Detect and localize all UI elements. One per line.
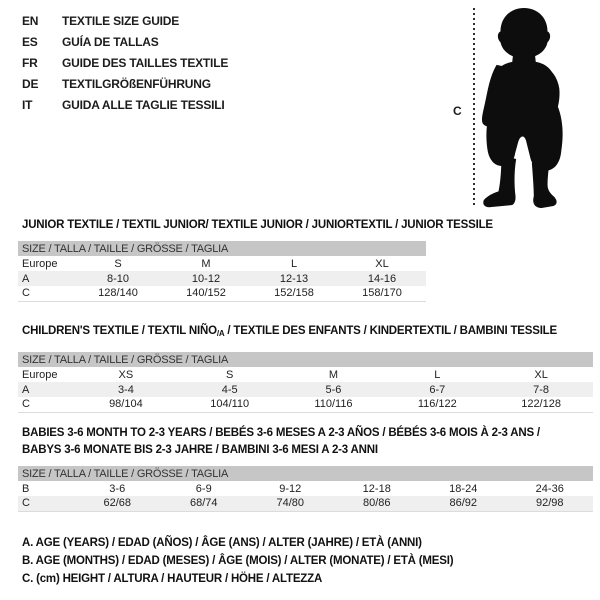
cell: 128/140 bbox=[98, 287, 138, 300]
cell: 7-8 bbox=[489, 382, 593, 397]
cell: 140/152 bbox=[186, 287, 226, 300]
cell: B bbox=[22, 482, 30, 495]
legend bbox=[22, 534, 453, 588]
lang-row-de bbox=[22, 73, 228, 94]
lang-code: ES bbox=[22, 34, 38, 49]
cell: 80/86 bbox=[334, 496, 421, 511]
size-header-label: SIZE / TALLA / TAILLE / GRÖSSE / TAGLIA bbox=[18, 241, 426, 256]
table-header-bar bbox=[18, 352, 593, 367]
table-row bbox=[18, 496, 593, 511]
children-title-sub: /A bbox=[216, 329, 225, 338]
cell: A bbox=[18, 382, 74, 397]
table-row bbox=[18, 382, 593, 397]
cell: 12-13 bbox=[250, 271, 338, 286]
size-header-label: SIZE / TALLA / TAILLE / GRÖSSE / TAGLIA bbox=[18, 352, 593, 367]
legend-line-b: B. AGE (MONTHS) / EDAD (MESES) / ÂGE (MOIS) / ALTER (MONATE) / ETÀ (MESI) bbox=[22, 555, 454, 567]
cell: XL bbox=[375, 257, 389, 270]
cell: S bbox=[114, 257, 122, 270]
cell: 12-18 bbox=[362, 482, 391, 495]
cell: L bbox=[290, 257, 298, 270]
lang-title: TEXTILE SIZE GUIDE bbox=[62, 13, 180, 28]
cell: 4-5 bbox=[178, 382, 282, 397]
cell: C bbox=[22, 398, 30, 411]
babies-title-line1: BABIES 3-6 MONTH TO 2-3 YEARS / BEBÉS 3-6 MESES A 2-3 AÑOS / BÉBÉS 3-6 MOIS À 2-3 ANS / bbox=[22, 427, 540, 439]
table-row bbox=[18, 367, 593, 382]
lang-code: DE bbox=[22, 76, 39, 91]
cell: 116/122 bbox=[417, 398, 457, 411]
junior-section-title bbox=[22, 217, 493, 234]
lang-title: GUIDE DES TAILLES TEXTILE bbox=[62, 55, 229, 70]
cell: 122/128 bbox=[521, 398, 561, 411]
cell: 62/68 bbox=[74, 496, 161, 511]
cell: 18-24 bbox=[449, 482, 478, 495]
cell: XL bbox=[534, 368, 548, 381]
babies-size-table bbox=[18, 466, 593, 512]
cell: 152/158 bbox=[274, 287, 314, 300]
lang-row-fr bbox=[22, 52, 228, 73]
table-header-bar bbox=[18, 466, 593, 481]
legend-line-c: C. (cm) HEIGHT / ALTURA / HAUTEUR / HÖHE / ALTEZZA bbox=[22, 573, 323, 585]
lang-code: IT bbox=[22, 97, 33, 112]
cell: 10-12 bbox=[162, 271, 250, 286]
cell: 6-7 bbox=[385, 382, 489, 397]
children-section-title bbox=[22, 323, 557, 342]
lang-row-it bbox=[22, 94, 228, 115]
babies-title-line2: BABYS 3-6 MONATE BIS 2-3 JAHRE / BAMBINI 3-6 MESI A 2-3 ANNI bbox=[22, 444, 378, 456]
cell: 104/110 bbox=[210, 398, 250, 411]
cell: Europe bbox=[22, 368, 58, 381]
cell: 68/74 bbox=[161, 496, 248, 511]
cell: C bbox=[22, 287, 30, 300]
lang-title: TEXTILGRÖßENFÜHRUNG bbox=[62, 76, 211, 91]
junior-title-text: JUNIOR TEXTILE / TEXTIL JUNIOR/ TEXTILE JUNIOR / JUNIORTEXTIL / JUNIOR TESSILE bbox=[22, 219, 493, 231]
height-marker-line bbox=[473, 8, 475, 208]
lang-code: FR bbox=[22, 55, 38, 70]
children-title-pre: CHILDREN'S TEXTILE / TEXTIL NIÑO bbox=[22, 325, 217, 337]
cell: L bbox=[434, 368, 441, 381]
cell: S bbox=[226, 368, 234, 381]
junior-size-table bbox=[18, 241, 426, 302]
cell: M bbox=[328, 368, 339, 381]
language-title-list bbox=[22, 10, 228, 115]
table-row bbox=[18, 286, 426, 301]
cell: 8-10 bbox=[74, 271, 162, 286]
toddler-silhouette-icon bbox=[479, 6, 569, 208]
table-row bbox=[18, 481, 593, 496]
cell: 5-6 bbox=[282, 382, 386, 397]
cell: 14-16 bbox=[338, 271, 426, 286]
table-header-bar bbox=[18, 241, 426, 256]
cell: C bbox=[18, 496, 74, 511]
lang-code: EN bbox=[22, 13, 39, 28]
height-marker-label: C bbox=[453, 104, 462, 118]
cell: 3-6 bbox=[109, 482, 126, 495]
table-row bbox=[18, 256, 426, 271]
children-title-post: / TEXTILE DES ENFANTS / KINDERTEXTIL / BAMBINI TESSILE bbox=[224, 325, 557, 337]
cell: M bbox=[201, 257, 211, 270]
lang-title: GUÍA DE TALLAS bbox=[62, 34, 159, 49]
cell: 86/92 bbox=[420, 496, 507, 511]
cell: 3-4 bbox=[74, 382, 178, 397]
babies-section-title bbox=[22, 425, 540, 459]
table-row bbox=[18, 397, 593, 412]
lang-row-es bbox=[22, 31, 228, 52]
cell: 98/104 bbox=[109, 398, 143, 411]
table-row bbox=[18, 271, 426, 286]
lang-title: GUIDA ALLE TAGLIE TESSILI bbox=[62, 97, 225, 112]
legend-line-a: A. AGE (YEARS) / EDAD (AÑOS) / ÂGE (ANS) / ALTER (JAHRE) / ETÀ (ANNI) bbox=[22, 537, 422, 549]
cell: 6-9 bbox=[195, 482, 212, 495]
cell: Europe bbox=[22, 257, 58, 270]
cell: 92/98 bbox=[507, 496, 594, 511]
size-header-label: SIZE / TALLA / TAILLE / GRÖSSE / TAGLIA bbox=[18, 466, 593, 481]
cell: 9-12 bbox=[279, 482, 302, 495]
cell: 24-36 bbox=[535, 482, 564, 495]
cell: 110/116 bbox=[314, 398, 353, 411]
cell: 158/170 bbox=[362, 287, 402, 300]
cell: XS bbox=[118, 368, 134, 381]
lang-row-en bbox=[22, 10, 228, 31]
children-size-table bbox=[18, 352, 593, 413]
cell: 74/80 bbox=[247, 496, 334, 511]
cell: A bbox=[18, 271, 74, 286]
